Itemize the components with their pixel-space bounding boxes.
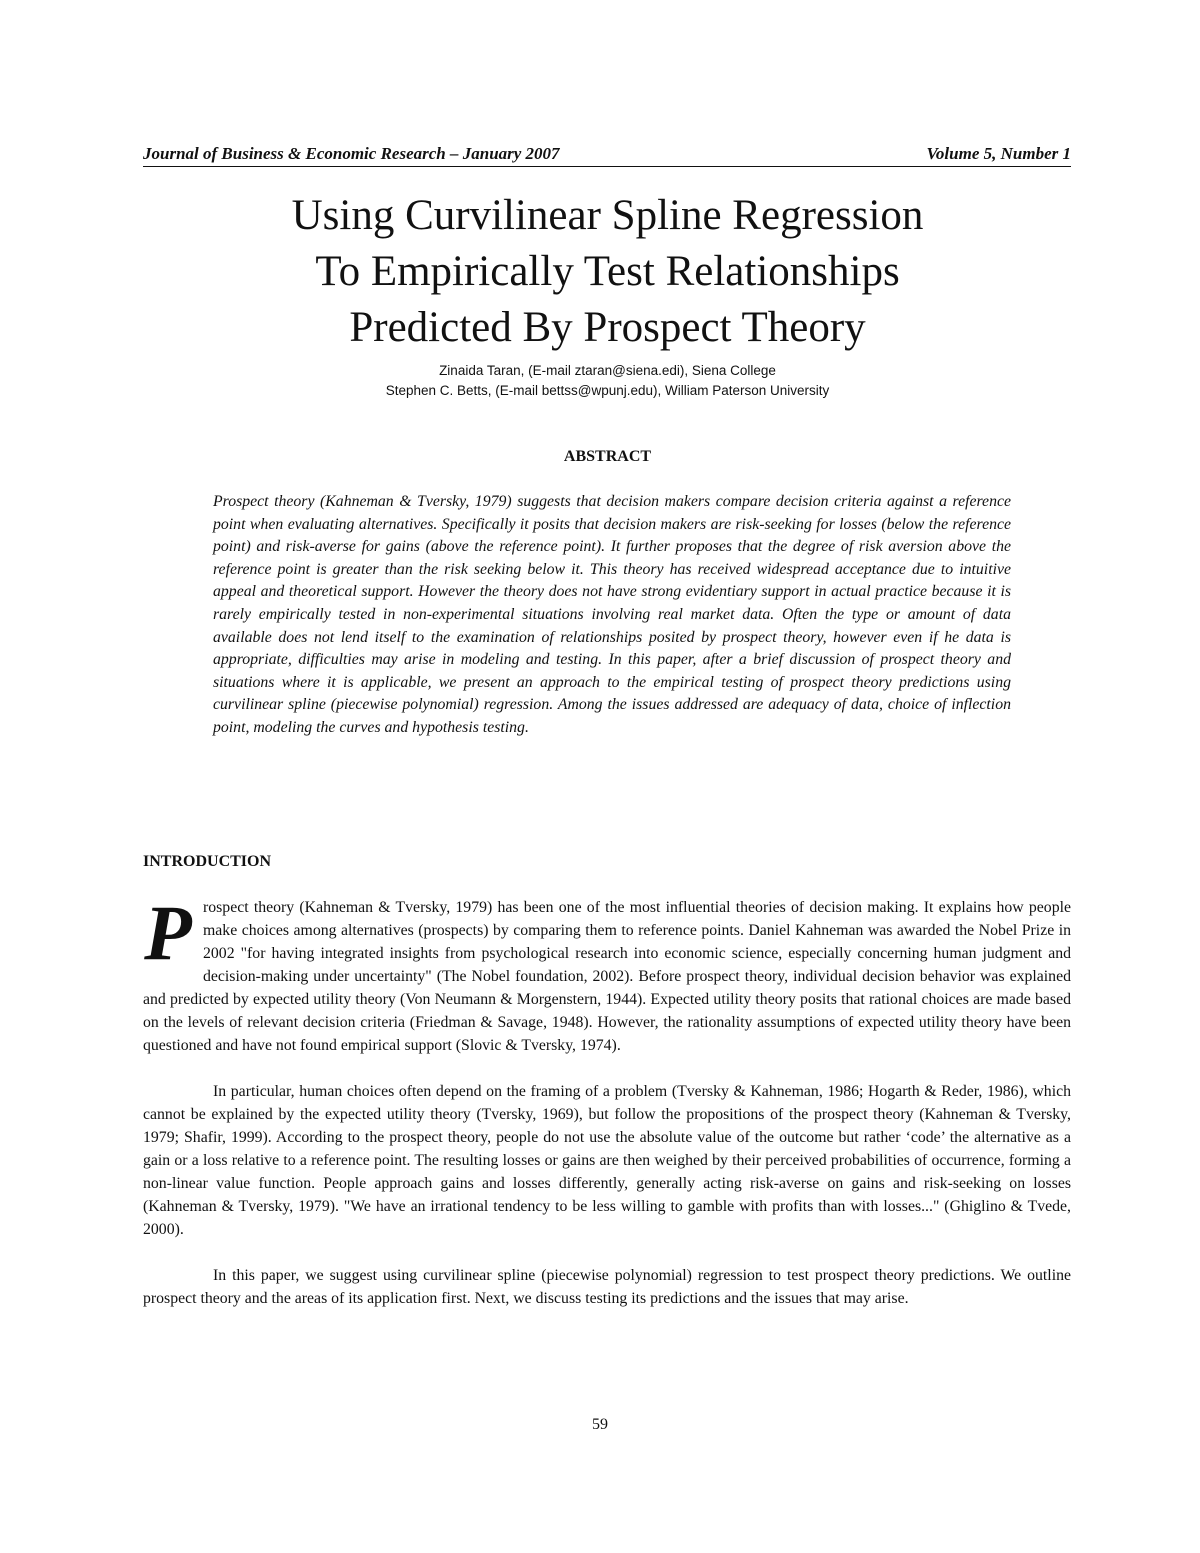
abstract-body: Prospect theory (Kahneman & Tversky, 1979) suggests that decision makers compare decision criteria against a reference point when evaluating alternatives. Specifically it posits that decision makers are risk-seeking for losses (below the reference point) and risk-averse for gains (above the reference point). It further proposes that the degree of risk aversion above the reference point is greater than the risk seeking below it. This theory has received widespread acceptance due to intuitive appeal and theoretical support. However the theory does not have strong evidentiary support in actual practice because it is rarely empirically tested in non-experimental situations involving real market data. Often the type or amount of data available does not lend itself to the examination of relationships posited by prospect theory, however even if he data is appropriate, difficulties may arise in modeling and testing. In this paper, after a brief discussion of prospect theory and situations where it is applicable, we present an approach to the empirical testing of prospect theory predictions using curvilinear spline (piecewise polynomial) regression. Among the issues addressed are adequacy of data, choice of inflection point, modeling the curves and hypothesis testing. [213, 493, 1011, 736]
running-header [143, 142, 1071, 167]
introduction-body [143, 889, 1071, 1333]
page-number: 59 [592, 1416, 608, 1433]
title-line-2: To Empirically Test Relationships [315, 248, 900, 295]
volume-number: Volume 5, Number 1 [926, 144, 1071, 163]
intro-paragraph-1-text: rospect theory (Kahneman & Tversky, 1979) has been one of the most influential theories of decision making. It explains how people make choices among alternatives (prospects) by comparing them to reference points. Daniel Kahneman was awarded the Nobel Prize in 2002 "for having integrated insights from psychological research into economic science, especially concerning human judgment and decision-making under uncertainty" (The Nobel foundation, 2002). Before prospect theory, individual decision behavior was explained and predicted by expected utility theory (Von Neumann & Morgenstern, 1944). Expected utility theory posits that rational choices are made based on the levels of relevant decision criteria (Friedman & Savage, 1948). However, the rationality assumptions of expected utility theory have been questioned and have not found empirical support (Slovic & Tversky, 1974). [143, 899, 1071, 1054]
intro-paragraph-2: In particular, human choices often depend on the framing of a problem (Tversky & Kahneman, 1986; Hogarth & Reder, 1986), which cannot be explained by the expected utility theory (Tversky, 1969), but follow the propositions of the prospect theory (Kahneman & Tversky, 1979; Shafir, 1999). According to the prospect theory, people do not use the absolute value of the outcome but rather ‘code’ the alternative as a gain or a loss relative to a reference point. The resulting losses or gains are then weighed by their perceived probabilities of occurrence, forming a non-linear value function. People approach gains and losses differently, generally acting risk-averse on gains and risk-seeking on losses (Kahneman & Tversky, 1979). "We have an irrational tendency to be less willing to gamble with profits than with losses..." (Ghiglino & Tvede, 2000). [143, 1083, 1071, 1238]
abstract-heading: ABSTRACT [563, 448, 652, 465]
drop-cap: P [144, 889, 192, 976]
title-line-1: Using Curvilinear Spline Regression [291, 192, 924, 239]
title-line-3: Predicted By Prospect Theory [349, 304, 866, 351]
intro-paragraph-1 [143, 889, 1071, 1057]
paper-title [130, 188, 1085, 356]
author-line-1: Zinaida Taran, (E-mail ztaran@siena.edi), Siena College [439, 363, 776, 378]
journal-name: Journal of Business & Economic Research – January 2007 [143, 144, 560, 163]
author-line-2: Stephen C. Betts, (E-mail bettss@wpunj.edu), William Paterson University [385, 383, 830, 398]
introduction-heading: INTRODUCTION [143, 853, 272, 870]
intro-paragraph-3: In this paper, we suggest using curvilinear spline (piecewise polynomial) regression to test prospect theory predictions. We outline prospect theory and the areas of its application first. Next, we discuss testing its predictions and the issues that may arise. [143, 1267, 1071, 1307]
author-block [130, 361, 1085, 401]
